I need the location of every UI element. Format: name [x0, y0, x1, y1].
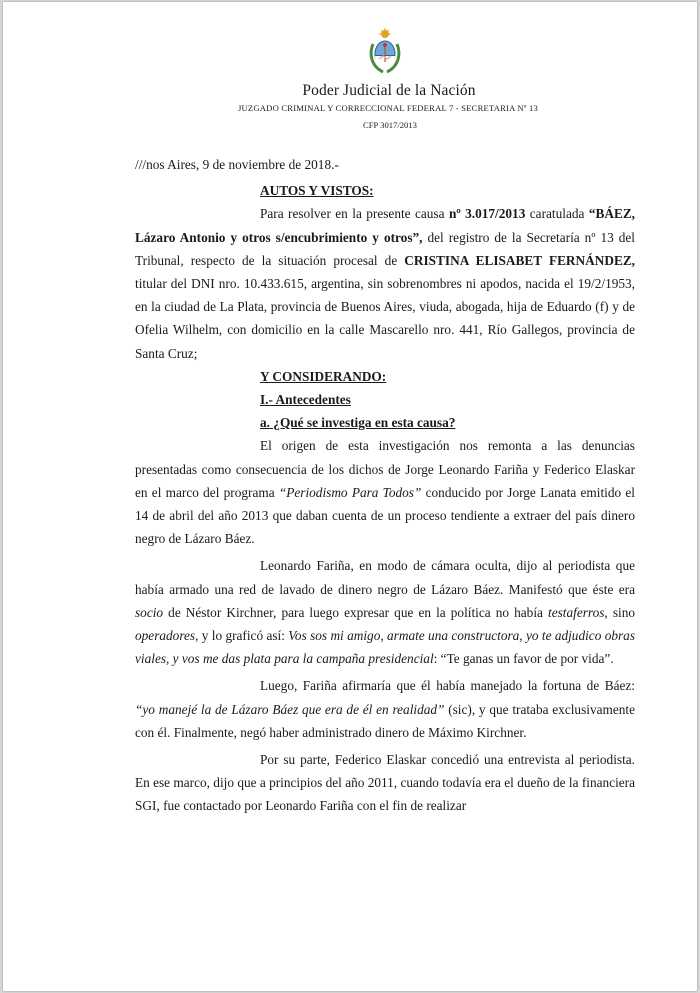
p5-text-a: Por su parte, Federico Elaskar concedió una entrevista al periodista. En ese marco, dijo que a principios del año 2011, cuando todavía era el dueño de la financiera SGI, fue contactado por Leonardo Fariña con el fin de realizar: [135, 752, 635, 814]
document-page: [3, 2, 697, 991]
document-body: [135, 153, 635, 818]
p4-text-c: (sic), y que trataba exclusivamente con él. Finalmente, negó haber administrado dinero de Máximo Kirchner.: [135, 701, 635, 740]
p3-text-d: testaferros: [548, 604, 605, 620]
header-title: Poder Judicial de la Nación: [302, 82, 476, 99]
p3-text-g: , y lo graficó así:: [195, 628, 289, 644]
program-name: “Periodismo Para Todos”: [278, 484, 422, 500]
p3-text-b: socio: [135, 604, 164, 620]
p3-text-i: : “Te ganas un favor de por vida”.: [433, 651, 614, 667]
section-1-heading: I.- Antecedentes: [260, 392, 351, 408]
date-line: ///nos Aires, 9 de noviembre de 2018.-: [135, 157, 339, 172]
p4-quote: “yo manejé la de Lázaro Báez que era de él en realidad”: [135, 701, 445, 717]
considerando-heading: Y CONSIDERANDO:: [260, 368, 387, 384]
defendant-name: CRISTINA ELISABET FERNÁNDEZ,: [404, 252, 636, 268]
p3-text-a: Leonardo Fariña, en modo de cámara oculta, dijo al periodista que había armado una red de lavado de dinero negro de Lázaro Báez. Manifestó que éste era: [135, 558, 635, 597]
p1-text-e: del registro de la Secretaría nº 13 del Tribunal, respecto de la situación procesal de: [135, 229, 635, 268]
p4-text-a: Luego, Fariña afirmaría que él había manejado la fortuna de Báez:: [260, 678, 635, 694]
header-case-ref: CFP 3017/2013: [363, 120, 417, 130]
p3-text-e: , sino: [604, 604, 635, 620]
paragraph-elaskar: [135, 748, 635, 818]
p1-text-a: Para resolver en la presente causa: [260, 206, 449, 222]
case-title: “BÁEZ, Lázaro Antonio y otros s/encubrimiento y otros”,: [135, 206, 636, 245]
case-number: nº 3.017/2013: [448, 206, 526, 222]
p3-quote: Vos sos mi amigo, armate una constructora, yo te adjudico obras viales, y vos me das plata para la campaña presidencial: [135, 628, 635, 667]
p2-text-c: conducido por Jorge Lanata emitido el 14 de abril del año 2013 que daban cuenta de un proceso tendiente a extraer del país dinero negro de Lázaro Báez.: [135, 484, 635, 547]
paragraph-resolution: [135, 202, 635, 364]
paragraph-fortune: [135, 674, 635, 744]
p3-text-f: operadores: [135, 628, 196, 644]
section-a-heading: a. ¿Qué se investiga en esta causa?: [260, 415, 456, 431]
paragraph-origin: [135, 434, 635, 550]
paragraph-farina: [135, 554, 635, 670]
p3-text-c: de Néstor Kirchner, para luego expresar que en la política no había: [163, 604, 549, 620]
p1-text-c: caratulada: [525, 206, 589, 222]
p1-text-g: titular del DNI nro. 10.433.615, argentina, sin sobrenombres ni apodos, nacida el 19/2/1953, en la ciudad de La Plata, provincia de Buenos Aires, viuda, abogada, hija de Eduardo (f) y de Ofelia Wilhelm, con domicilio en la calle Mascarello nro. 441, Río Gallegos, provincia de Santa Cruz;: [135, 276, 635, 361]
autos-heading: AUTOS Y VISTOS:: [260, 183, 374, 199]
p2-text-a: El origen de esta investigación nos remonta a las denuncias presentadas como consecuencia de los dichos de Jorge Leonardo Fariña y Federico Elaskar en el marco del programa: [135, 438, 635, 500]
coat-of-arms-icon: [367, 28, 403, 74]
header-court: JUZGADO CRIMINAL Y CORRECCIONAL FEDERAL 7 - SECRETARIA Nº 13: [237, 103, 539, 113]
